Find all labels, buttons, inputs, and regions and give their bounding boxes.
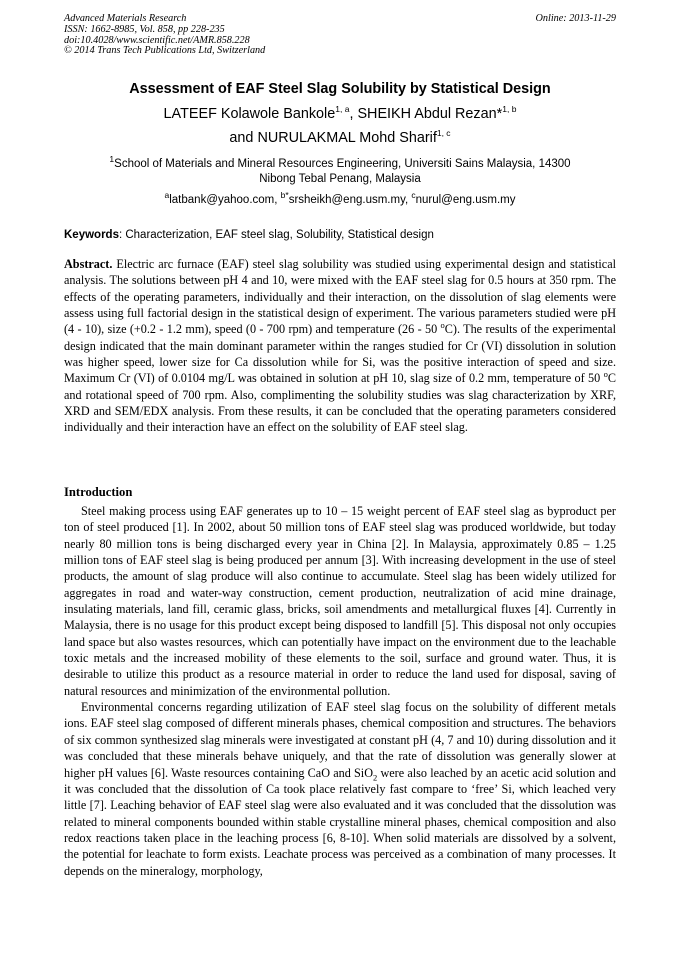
author-name: SHEIKH Abdul Rezan* [357,106,503,122]
affiliation-line-1 [64,154,616,172]
abstract-text: C and rotational speed of 700 rpm. Also, complimenting the solubility studies was slag characterization by XRF, XRD and SEM/EDX analysis. From these results, it can be concluded that the operating parameters considered individually and their interaction have an effect on the solubility of EAF steel slag. [64,371,616,435]
doi-line[interactable]: doi:10.4028/www.scientific.net/AMR.858.228 [64,34,250,46]
paragraph [64,699,616,879]
issn-line: ISSN: 1662-8985, Vol. 858, pp 228-235 [64,23,225,35]
keywords [64,228,616,242]
online-date: Online: 2013-11-29 [535,13,616,24]
paragraph-text: Environmental concerns regarding utilization of EAF steel slag focus on the solubility of different metals ions. EAF steel slag composed of different minerals phases, chemical composition and structures. The behaviors of six common synthesized slag minerals were investigated at constant pH (4, 7 and 10) during dissolution and it was concluded that these minerals behave uniquely, and that the rate of dissolution was generally slower at higher pH values [6]. Waste resources containing CaO and SiO [64,700,616,780]
abstract-text: C). The results of the experimental design indicated that the main dominant parameter within the ranges studied for Cr (VI) dissolution in solution was higher speed, lower size for Ca dissolution while for Si, was the positive interaction of speed and size. Maximum Cr (VI) of 0.0104 mg/L was obtained in solution at pH 10, slag size of 0.2 mm, temperature of 50 [64,322,616,386]
affiliation-sup: 1 [109,154,115,165]
keywords-label: Keywords [64,229,119,241]
author-conjunction: and [229,130,258,146]
abstract-label: Abstract. [64,257,113,271]
affiliation-line-2: Nibong Tebal Penang, Malaysia [259,173,421,185]
author-name: LATEEF Kolawole Bankole [163,106,336,122]
email-sup: c [411,190,416,201]
email-sup: b* [280,190,289,201]
degree-sup: o [603,369,608,380]
journal-name: Advanced Materials Research [64,13,187,24]
email-link[interactable]: latbank@yahoo.com, [169,194,281,206]
introduction-body [64,503,616,953]
author-line-2 [64,126,616,150]
email-sup: a [164,190,170,201]
copyright-line: © 2014 Trans Tech Publications Ltd, Switzerland [64,45,266,57]
affiliation [64,154,616,187]
author-affil-sup: 1, a [335,104,350,115]
paper-title: Assessment of EAF Steel Slag Solubility by Statistical Design [129,81,551,97]
abstract [64,256,616,436]
email-link[interactable]: srsheikh@eng.usm.my, [288,194,412,206]
author-affil-sup: 1, c [436,128,451,139]
author-line-1 [64,102,616,126]
abstract-text: Electric arc furnace (EAF) steel slag solubility was studied using experimental design and statistical analysis. The solutions between pH 4 and 10, were mixed with the EAF steel slag for 0.5 hours at 350 rpm. The effects of the operating parameters, individually and their interaction, on the dissolution of slag elements were assess using full factorial design in the statistical design of experiment. The various parameters studied were pH (4 - 10), size (+0.2 - 1.2 mm), speed (0 - 700 rpm) and temperature (26 - 50 [64,257,616,337]
subscript: 2 [373,771,378,782]
author-affil-sup: 1, b [502,104,517,115]
author-name: NURULAKMAL Mohd Sharif [257,130,437,146]
journal-header [64,14,616,57]
author-list [64,102,616,150]
paragraph-text: were also leached by an acetic acid solution and it was concluded that the dissolution of Ca took place relatively fast compare to ‘free’ Si, which leached very little [7]. Leaching behavior of EAF steel slag were also evaluated and it was concluded that the dissolution was related to mineral components bounded within stable crystalline mineral phases, chemical composition and also redox reactions taken place in the leaching process [6, 8-10]. When solid materials are dissolved by a solvent, the potential for leachate to form exists. Leachate process was perceived as a combination of many processes. It depends on the mineralogy, morphology, [64,765,616,878]
degree-sup: o [440,320,445,331]
author-separator: , [349,106,358,122]
keywords-text: : Characterization, EAF steel slag, Solubility, Statistical design [118,229,434,241]
email-list [64,190,616,207]
section-heading-introduction: Introduction [64,485,133,499]
email-link[interactable]: nurul@eng.usm.my [415,194,516,206]
paragraph: Steel making process using EAF generates up to 10 – 15 weight percent of EAF steel slag as byproduct per ton of steel produced [1]. In 2002, about 50 million tons of EAF steel slag was produced worldwide, but today nearly 80 million tons is being discharged every year in China [2]. In Malaysia, approximately 0.85 – 1.25 million tons of EAF steel slag is being produced per annum [3]. With increasing development in the use of steel products, the amount of slag produce will also continue to accumulate. Steel slag has been widely utilized for aggregates in road and water-way construction, cement production, neutralization of acid mine drainage, insulating materials, land fill, ceramic glass, bricks, soil amendments and metallurgical fluxes [4]. Currently in Malaysia, there is no usage for this product except being disposed to landfill [5]. This disposal not only occupies land space but also wastes resources, which can potentially have impact on the environment due to the leachable toxic metals and the increased mobility of these elements to the soil, surface and ground water. Thus, it is desirable to utilize this product as a resource material in order to reduce the land used for disposal, saving of natural resources and minimization of the environmental pollution. [64,504,616,698]
affiliation-text: School of Materials and Mineral Resources Engineering, Universiti Sains Malaysia, 14300 [114,158,571,170]
